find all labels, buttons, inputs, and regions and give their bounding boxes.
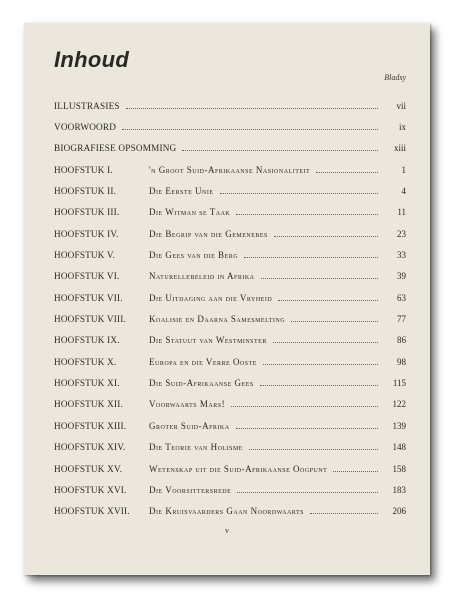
toc-page-number: 206 bbox=[392, 506, 406, 517]
toc-entry-chapter-17 bbox=[54, 501, 406, 522]
toc-page-number: 39 bbox=[397, 271, 406, 282]
toc-entry-chapter-15 bbox=[54, 458, 406, 479]
chapter-label: HOOFSTUK III. bbox=[54, 207, 120, 218]
dot-leader bbox=[244, 256, 378, 258]
chapter-title: Die Eerste Unie bbox=[149, 186, 214, 197]
page-title: Inhoud bbox=[54, 47, 130, 72]
toc-entry-chapter-3 bbox=[54, 202, 406, 223]
chapter-title: Groter Suid-Afrika bbox=[149, 420, 230, 431]
chapter-label: HOOFSTUK I. bbox=[54, 164, 113, 175]
chapter-label: HOOFSTUK XIV. bbox=[54, 442, 126, 453]
dot-leader bbox=[220, 192, 379, 194]
dot-leader bbox=[261, 277, 379, 279]
table-of-contents bbox=[54, 95, 406, 522]
toc-page-number: 139 bbox=[392, 420, 406, 431]
toc-page-number: 33 bbox=[397, 250, 406, 261]
toc-entry-chapter-11 bbox=[54, 372, 406, 393]
toc-entry-chapter-14 bbox=[54, 437, 406, 458]
page-column-header: Bladsy bbox=[384, 73, 406, 82]
chapter-title: Naturellebeleid in Afrika bbox=[149, 271, 255, 282]
toc-page-number: 158 bbox=[392, 463, 406, 474]
toc-page-number: 115 bbox=[392, 378, 406, 389]
dot-leader bbox=[274, 235, 378, 237]
dot-leader bbox=[236, 213, 378, 215]
toc-entry-chapter-7 bbox=[54, 287, 406, 308]
toc-page-number: 23 bbox=[397, 228, 406, 239]
toc-page-number: xiii bbox=[393, 143, 406, 154]
dot-leader bbox=[260, 384, 378, 386]
chapter-title: 'n Groot Suid-Afrikaanse Nasionaliteit bbox=[149, 164, 311, 175]
dot-leader bbox=[310, 512, 378, 514]
chapter-label: HOOFSTUK XV. bbox=[54, 463, 123, 474]
chapter-title: Die Statuut van Westminster bbox=[149, 335, 267, 346]
chapter-label: HOOFSTUK VI. bbox=[54, 271, 120, 282]
toc-entry-chapter-5 bbox=[54, 244, 406, 265]
toc-entry-chapter-1 bbox=[54, 159, 406, 180]
dot-leader bbox=[263, 363, 378, 365]
toc-page-number: 11 bbox=[397, 207, 406, 218]
dot-leader bbox=[122, 128, 378, 130]
dot-leader bbox=[291, 320, 378, 322]
toc-page-number: 4 bbox=[401, 186, 406, 197]
toc-entry-chapter-8 bbox=[54, 308, 406, 329]
dot-leader bbox=[249, 448, 378, 450]
toc-page-number: 1 bbox=[401, 164, 406, 175]
chapter-title: Voorwaarts Mars! bbox=[149, 399, 226, 410]
chapter-label: HOOFSTUK XII. bbox=[54, 399, 123, 410]
dot-leader bbox=[126, 107, 378, 109]
chapter-label: HOOFSTUK XIII. bbox=[54, 420, 127, 431]
chapter-title: Wetenskap uit die Suid-Afrikaanse Oogpunt bbox=[149, 463, 328, 474]
dot-leader bbox=[278, 299, 378, 301]
toc-entry-chapter-16 bbox=[54, 479, 406, 500]
dot-leader bbox=[237, 491, 378, 493]
chapter-label: HOOFSTUK XVI. bbox=[54, 484, 127, 495]
toc-page-number: 148 bbox=[392, 442, 406, 453]
dot-leader bbox=[333, 470, 378, 472]
toc-entry-chapter-2 bbox=[54, 180, 406, 201]
toc-entry-biografiese-opsomming bbox=[54, 138, 406, 159]
chapter-label: HOOFSTUK XVII. bbox=[54, 506, 130, 517]
book-page bbox=[24, 23, 430, 575]
toc-entry-chapter-9 bbox=[54, 330, 406, 351]
toc-entry-chapter-13 bbox=[54, 415, 406, 436]
toc-page-number: 122 bbox=[392, 399, 406, 410]
chapter-title: Die Begrip van die Gemenebes bbox=[149, 228, 268, 239]
dot-leader bbox=[316, 171, 378, 173]
chapter-title: Die Suid-Afrikaanse Gees bbox=[149, 378, 254, 389]
chapter-title: Die Teorie van Holisme bbox=[149, 442, 243, 453]
dot-leader bbox=[182, 149, 378, 151]
page-number: v bbox=[225, 526, 229, 535]
chapter-label: HOOFSTUK VII. bbox=[54, 292, 123, 303]
chapter-label: HOOFSTUK XI. bbox=[54, 378, 120, 389]
toc-label: ILLUSTRASIES bbox=[54, 100, 120, 111]
toc-label: BIOGRAFIESE OPSOMMING bbox=[54, 143, 177, 154]
toc-entry-chapter-12 bbox=[54, 394, 406, 415]
chapter-label: HOOFSTUK V. bbox=[54, 250, 116, 261]
toc-page-number: 98 bbox=[397, 356, 406, 367]
chapter-title: Die Witman se Taak bbox=[149, 207, 231, 218]
toc-entry-illustrasies bbox=[54, 95, 406, 116]
toc-entry-voorwoord bbox=[54, 116, 406, 137]
chapter-title: Die Kruisvaarders Gaan Noordwaarts bbox=[149, 506, 304, 517]
chapter-label: HOOFSTUK X. bbox=[54, 356, 117, 367]
dot-leader bbox=[231, 405, 378, 407]
chapter-title: Die Gees van die Berg bbox=[149, 250, 239, 261]
dot-leader bbox=[273, 341, 378, 343]
chapter-label: HOOFSTUK VIII. bbox=[54, 314, 127, 325]
chapter-label: HOOFSTUK IX. bbox=[54, 335, 120, 346]
chapter-title: Die Uitdaging aan die Vryheid bbox=[149, 292, 273, 303]
toc-page-number: ix bbox=[398, 122, 406, 133]
toc-page-number: vii bbox=[396, 100, 406, 111]
chapter-title: Die Voorsittersrede bbox=[149, 484, 232, 495]
toc-entry-chapter-6 bbox=[54, 266, 406, 287]
toc-entry-chapter-4 bbox=[54, 223, 406, 244]
toc-entry-chapter-10 bbox=[54, 351, 406, 372]
chapter-label: HOOFSTUK II. bbox=[54, 186, 117, 197]
toc-label: VOORWOORD bbox=[54, 122, 117, 133]
dot-leader bbox=[236, 427, 378, 429]
toc-page-number: 86 bbox=[397, 335, 406, 346]
toc-page-number: 77 bbox=[397, 314, 406, 325]
chapter-title: Koalisie en Daarna Samesmelting bbox=[149, 314, 286, 325]
chapter-title: Europa en die Verre Ooste bbox=[149, 356, 257, 367]
toc-page-number: 183 bbox=[392, 484, 406, 495]
toc-page-number: 63 bbox=[397, 292, 406, 303]
chapter-label: HOOFSTUK IV. bbox=[54, 228, 119, 239]
